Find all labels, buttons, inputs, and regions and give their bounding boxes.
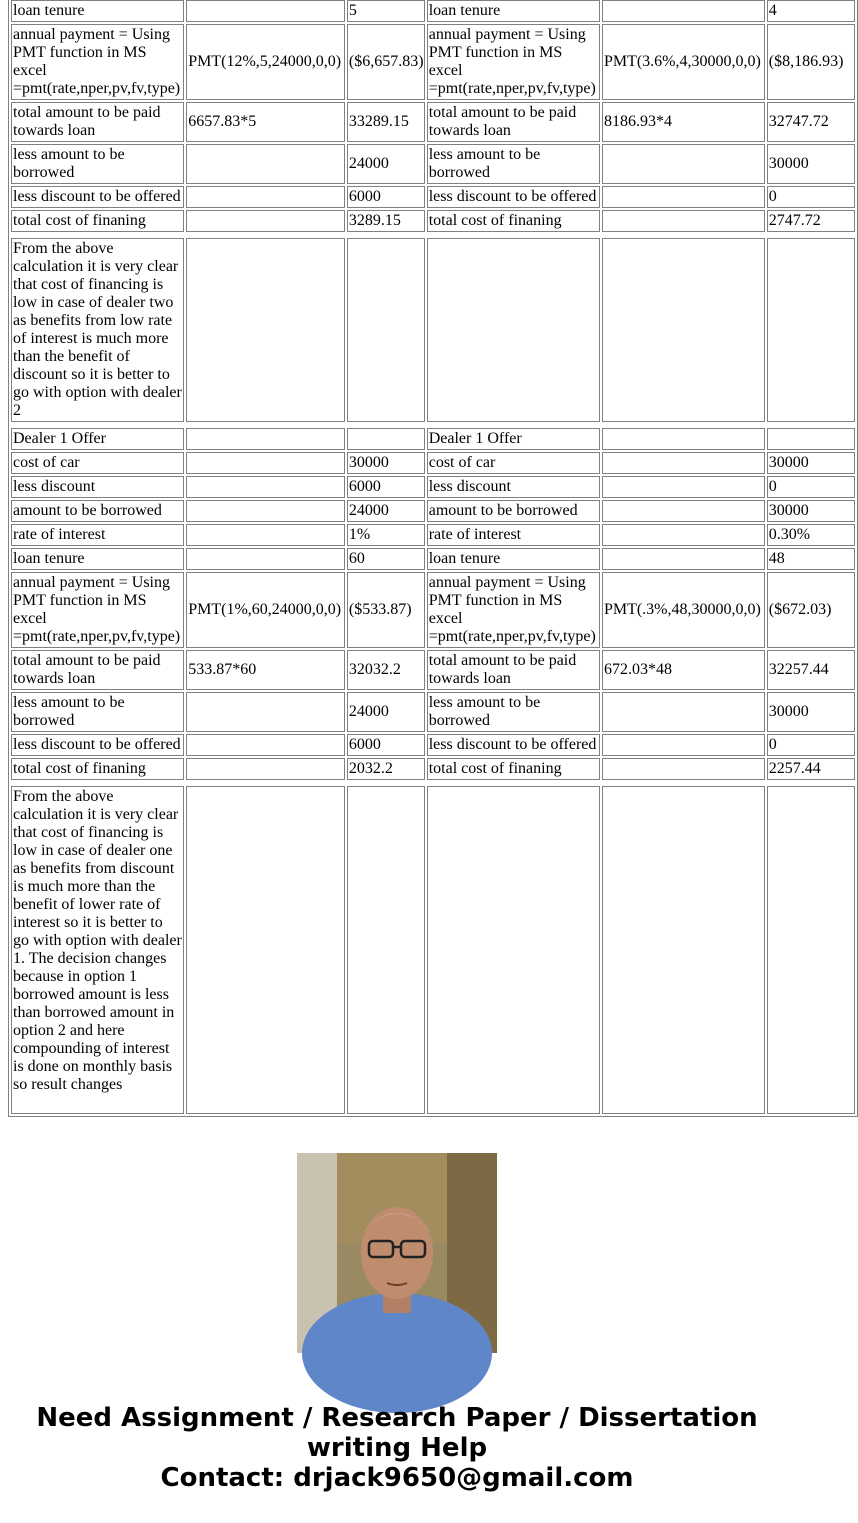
table-cell: 2257.44	[767, 758, 855, 780]
table-row	[11, 24, 855, 100]
table-row	[11, 572, 855, 648]
table-cell: 0	[767, 186, 855, 208]
footer-help-text: Need Assignment / Research Paper / Dissertation writing Help	[36, 1403, 758, 1463]
table-cell	[602, 186, 765, 208]
table-cell: less discount	[11, 476, 184, 498]
conclusion-row	[11, 238, 855, 422]
table-cell: PMT(12%,5,24000,0,0)	[186, 24, 345, 100]
table-cell	[186, 500, 345, 522]
table-cell: less discount to be offered	[11, 186, 184, 208]
table-cell: total cost of finaning	[427, 210, 600, 232]
table-cell	[186, 428, 345, 450]
table-cell: PMT(3.6%,4,30000,0,0)	[602, 24, 765, 100]
table-cell: total cost of finaning	[427, 758, 600, 780]
table-cell	[186, 548, 345, 570]
table-row	[11, 548, 855, 570]
table-body	[11, 0, 855, 1114]
table-cell: amount to be borrowed	[427, 500, 600, 522]
author-avatar	[297, 1153, 497, 1353]
table-cell: 0.30%	[767, 524, 855, 546]
table-row	[11, 144, 855, 184]
table-cell	[602, 476, 765, 498]
table-cell: 30000	[767, 692, 855, 732]
table-cell	[602, 786, 765, 1114]
table-cell: annual payment = Using PMT function in MS excel =pmt(rate,nper,pv,fv,type)	[427, 572, 600, 648]
table-cell: 6000	[347, 186, 425, 208]
table-cell	[186, 734, 345, 756]
table-cell: 1%	[347, 524, 425, 546]
table-cell: 30000	[347, 452, 425, 474]
table-cell: 4	[767, 0, 855, 22]
table-cell: loan tenure	[11, 0, 184, 22]
table-row	[11, 428, 855, 450]
table-cell	[186, 786, 345, 1114]
table-cell: 32747.72	[767, 102, 855, 142]
table-cell	[347, 786, 425, 1114]
calculation-table-wrapper	[8, 0, 844, 1115]
table-row	[11, 0, 855, 22]
table-cell	[186, 452, 345, 474]
table-cell: less discount	[427, 476, 600, 498]
table-cell: annual payment = Using PMT function in MS excel =pmt(rate,nper,pv,fv,type)	[11, 572, 184, 648]
table-gap-cell	[11, 782, 855, 784]
table-cell: 24000	[347, 692, 425, 732]
table-cell	[427, 238, 600, 422]
table-cell: less discount to be offered	[427, 186, 600, 208]
table-cell	[602, 500, 765, 522]
table-row	[11, 650, 855, 690]
table-cell	[602, 524, 765, 546]
table-row	[11, 476, 855, 498]
table-cell: less discount to be offered	[11, 734, 184, 756]
table-cell: rate of interest	[11, 524, 184, 546]
table-gap-cell	[11, 424, 855, 426]
table-cell	[347, 428, 425, 450]
table-cell	[602, 452, 765, 474]
calculation-table	[8, 0, 858, 1117]
author-photo	[297, 1153, 497, 1353]
table-cell	[186, 692, 345, 732]
table-row	[11, 500, 855, 522]
table-cell: Dealer 1 Offer	[427, 428, 600, 450]
table-cell	[186, 476, 345, 498]
table-cell: PMT(1%,60,24000,0,0)	[186, 572, 345, 648]
table-cell: ($672.03)	[767, 572, 855, 648]
table-cell: less discount to be offered	[427, 734, 600, 756]
table-cell: total amount to be paid towards loan	[11, 102, 184, 142]
table-cell	[767, 238, 855, 422]
table-cell: 0	[767, 734, 855, 756]
table-cell: 672.03*48	[602, 650, 765, 690]
table-cell	[347, 238, 425, 422]
table-row	[11, 758, 855, 780]
table-gap-row	[11, 424, 855, 426]
table-cell: annual payment = Using PMT function in MS excel =pmt(rate,nper,pv,fv,type)	[427, 24, 600, 100]
footer-contact-text: Contact: drjack9650@gmail.com	[160, 1463, 634, 1493]
table-cell: total amount to be paid towards loan	[427, 102, 600, 142]
table-cell: 6657.83*5	[186, 102, 345, 142]
table-cell: 8186.93*4	[602, 102, 765, 142]
table-cell	[602, 428, 765, 450]
table-cell: 24000	[347, 500, 425, 522]
table-cell: ($6,657.83)	[347, 24, 425, 100]
table-cell: 24000	[347, 144, 425, 184]
table-cell: annual payment = Using PMT function in MS excel =pmt(rate,nper,pv,fv,type)	[11, 24, 184, 100]
table-gap-cell	[11, 234, 855, 236]
table-cell: 2032.2	[347, 758, 425, 780]
table-cell: 3289.15	[347, 210, 425, 232]
table-cell	[427, 786, 600, 1114]
table-cell: 60	[347, 548, 425, 570]
conclusion-text: From the above calculation it is very clear that cost of financing is low in case of dealer one as benefits from discount is much more than the benefit of lower rate of interest so it is better to go with option with dealer 1. The decision changes because in option 1 borrowed amount is less than borrowed amount in option 2 and here compounding of interest is done on monthly basis so result changes	[11, 786, 184, 1114]
table-cell: 30000	[767, 144, 855, 184]
table-cell: 0	[767, 476, 855, 498]
table-cell: less amount to be borrowed	[11, 692, 184, 732]
table-cell: loan tenure	[11, 548, 184, 570]
table-cell	[186, 144, 345, 184]
table-cell	[602, 692, 765, 732]
table-row	[11, 102, 855, 142]
table-cell: 5	[347, 0, 425, 22]
table-cell	[186, 0, 345, 22]
table-cell: 2747.72	[767, 210, 855, 232]
table-cell	[602, 734, 765, 756]
table-cell: loan tenure	[427, 0, 600, 22]
conclusion-text: From the above calculation it is very clear that cost of financing is low in case of dealer two as benefits from low rate of interest is much more than the benefit of discount so it is better to go with option with dealer 2	[11, 238, 184, 422]
table-cell: 533.87*60	[186, 650, 345, 690]
conclusion-row	[11, 786, 855, 1114]
table-cell: loan tenure	[427, 548, 600, 570]
table-row	[11, 692, 855, 732]
table-row	[11, 734, 855, 756]
table-cell	[602, 548, 765, 570]
table-cell: 32032.2	[347, 650, 425, 690]
table-cell: ($533.87)	[347, 572, 425, 648]
table-cell	[602, 210, 765, 232]
table-cell	[186, 186, 345, 208]
table-cell	[186, 238, 345, 422]
table-cell	[767, 786, 855, 1114]
table-cell: 48	[767, 548, 855, 570]
table-cell: total cost of finaning	[11, 758, 184, 780]
table-cell: total cost of finaning	[11, 210, 184, 232]
table-cell	[602, 758, 765, 780]
table-gap-row	[11, 782, 855, 784]
table-cell	[602, 144, 765, 184]
table-cell: PMT(.3%,48,30000,0,0)	[602, 572, 765, 648]
footer-banner	[0, 1403, 794, 1493]
table-cell: less amount to be borrowed	[11, 144, 184, 184]
table-cell: less amount to be borrowed	[427, 144, 600, 184]
table-cell: less amount to be borrowed	[427, 692, 600, 732]
table-cell: 30000	[767, 452, 855, 474]
table-cell: cost of car	[11, 452, 184, 474]
table-cell: amount to be borrowed	[11, 500, 184, 522]
table-cell: 33289.15	[347, 102, 425, 142]
table-row	[11, 452, 855, 474]
table-gap-row	[11, 234, 855, 236]
table-cell	[602, 0, 765, 22]
table-cell: cost of car	[427, 452, 600, 474]
table-cell: rate of interest	[427, 524, 600, 546]
table-cell	[602, 238, 765, 422]
table-cell	[767, 428, 855, 450]
table-cell: 30000	[767, 500, 855, 522]
table-cell	[186, 210, 345, 232]
table-cell: Dealer 1 Offer	[11, 428, 184, 450]
table-cell: 32257.44	[767, 650, 855, 690]
table-cell: total amount to be paid towards loan	[11, 650, 184, 690]
table-row	[11, 186, 855, 208]
table-cell	[186, 758, 345, 780]
table-cell: ($8,186.93)	[767, 24, 855, 100]
table-row	[11, 210, 855, 232]
table-cell: 6000	[347, 476, 425, 498]
table-cell: 6000	[347, 734, 425, 756]
table-cell	[186, 524, 345, 546]
table-row	[11, 524, 855, 546]
table-cell: total amount to be paid towards loan	[427, 650, 600, 690]
